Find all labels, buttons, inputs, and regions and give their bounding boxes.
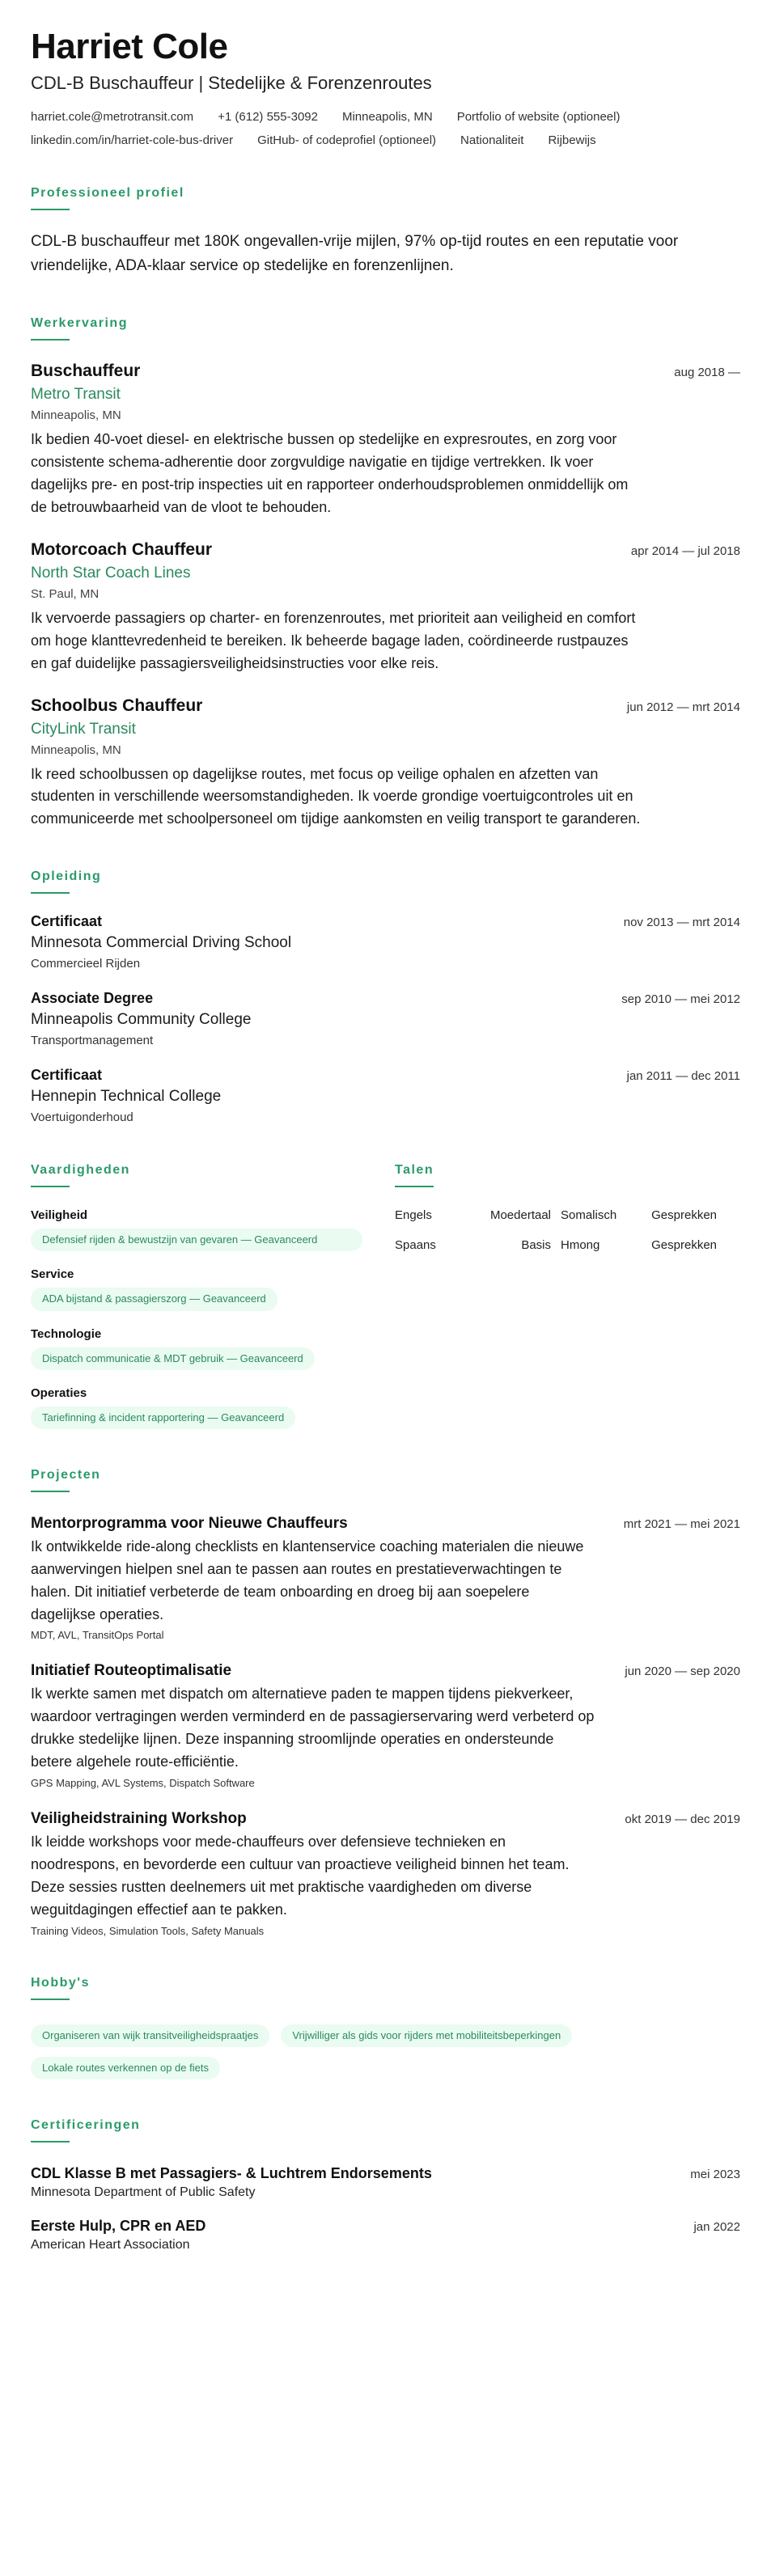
contact-list: [31, 110, 740, 147]
skill-category: Operaties: [31, 1385, 87, 1400]
section-title: Opleiding: [31, 869, 102, 884]
summary-text: CDL-B buschauffeur met 180K ongevallen-vrije mijlen, 97% op-tijd routes en een reputatie voor vriendelijke, ADA-klaar service op stedelijke en forenzenlijnen.: [31, 233, 679, 274]
contact-location: Minneapolis, MN: [341, 110, 433, 125]
field-of-study: Voertuigonderhoud: [31, 1110, 133, 1125]
project-date: okt 2019 — dec 2019: [625, 1813, 740, 1827]
job-location: Minneapolis, MN: [31, 742, 121, 757]
contact-linkedin[interactable]: linkedin.com/in/harriet-cole-bus-driver: [31, 133, 234, 148]
project-date: mrt 2021 — mei 2021: [623, 1516, 740, 1531]
education-entry: [31, 990, 740, 1047]
project-tech: MDT, AVL, TransitOps Portal: [31, 1629, 164, 1642]
project-name: Mentorprogramma voor Nieuwe Chauffeurs: [31, 1514, 348, 1532]
project-date: jun 2020 — sep 2020: [625, 1664, 740, 1679]
project-description: Ik werkte samen met dispatch om alternatieve paden te mappen tijdens piekverkeer, waardoor vertragingen werden verminderd en de passagierservaring werd verbeterd op drukke stedelijke lijnen. Deze inspanning stroomlijnde operaties en ondersteunde betere algehele route-efficiëntie.: [31, 1686, 595, 1770]
skill-group: [31, 1386, 395, 1429]
experience-entry: [31, 540, 740, 675]
education-date: nov 2013 — mrt 2014: [623, 916, 740, 930]
experience-entry: [31, 362, 740, 519]
language-name: Spaans: [395, 1238, 436, 1253]
skill-group: [31, 1327, 395, 1370]
language-level: Basis: [521, 1238, 551, 1253]
project-name: Veiligheidstraining Workshop: [31, 1810, 247, 1828]
degree: Certificaat: [31, 913, 103, 930]
education-entry: [31, 913, 740, 971]
skill-category: Technologie: [31, 1326, 102, 1341]
hobby-tag: Vrijwilliger als gids voor rijders met mobiliteitsbeperkingen: [281, 2024, 572, 2047]
contact-phone[interactable]: +1 (612) 555-3092: [218, 110, 318, 125]
skills-languages-row: [31, 1163, 740, 1429]
experience-section: [31, 316, 740, 831]
languages-section: [395, 1163, 740, 1429]
contact-github[interactable]: GitHub- of codeprofiel (optioneel): [257, 133, 437, 148]
section-rule: [395, 1186, 434, 1187]
certification-date: jan 2022: [693, 2219, 740, 2234]
language-level: Moedertaal: [489, 1208, 551, 1223]
projects-section: [31, 1468, 740, 1937]
section-rule: [31, 892, 70, 894]
job-date: aug 2018 —: [674, 366, 740, 380]
section-rule: [31, 1999, 70, 2000]
institution: Hennepin Technical College: [31, 1088, 222, 1106]
job-description: Ik vervoerde passagiers op charter- en forenzenroutes, met prioriteit aan veiligheid en comfort om hoge klanttevredenheid te bereiken. Ik beheerde bagage laden, coördineerde rustpauzes en gaf duidelijke passagiersveiligheidsinstructies voor elke reis.: [31, 609, 636, 671]
section-title: Talen: [395, 1163, 434, 1178]
institution: Minneapolis Community College: [31, 1011, 252, 1029]
degree: Associate Degree: [31, 990, 154, 1007]
section-title: Certificeringen: [31, 2117, 141, 2132]
section-title: Hobby's: [31, 1975, 90, 1990]
certification-entry: [31, 2165, 740, 2200]
language-name: Engels: [395, 1208, 432, 1223]
certification-name: CDL Klasse B met Passagiers- & Luchtrem Endorsements: [31, 2164, 432, 2181]
skill-category: Service: [31, 1267, 74, 1282]
company-name: North Star Coach Lines: [31, 564, 191, 582]
project-tech: Training Videos, Simulation Tools, Safety Manuals: [31, 1924, 265, 1937]
education-date: sep 2010 — mei 2012: [621, 992, 740, 1007]
section-title: Projecten: [31, 1467, 101, 1482]
job-location: Minneapolis, MN: [31, 408, 121, 423]
contact-license: Rijbewijs: [548, 133, 596, 148]
hobby-tag: Organiseren van wijk transitveiligheidspraatjes: [31, 2024, 269, 2047]
job-description: Ik bedien 40-voet diesel- en elektrische bussen op stedelijke en expresroutes, en zorg voor consistente schema-adherentie door zorgvuldige navigatie en tijdige vertrekken. Ik voer dagelijks pre- en post-trip inspecties uit en rapporteer onderhoudsproblemen onmiddellijk om de betrouwbaarheid van de vloot te behouden.: [31, 431, 629, 515]
resume-header: [31, 27, 740, 147]
project-entry: [31, 1662, 740, 1789]
language-level: Gesprekken: [651, 1238, 717, 1253]
education-section: [31, 869, 740, 1124]
section-rule: [31, 1491, 70, 1492]
field-of-study: Transportmanagement: [31, 1034, 154, 1048]
job-title: Motorcoach Chauffeur: [31, 539, 213, 559]
contact-portfolio[interactable]: Portfolio of website (optioneel): [456, 110, 621, 125]
language-list: [395, 1208, 740, 1252]
education-date: jan 2011 — dec 2011: [626, 1069, 740, 1084]
hobby-tag: Lokale routes verkennen op de fiets: [31, 2057, 220, 2079]
contact-email[interactable]: harriet.cole@metrotransit.com: [31, 110, 194, 125]
project-name: Initiatief Routeoptimalisatie: [31, 1662, 232, 1680]
hobbies-section: [31, 1976, 740, 2079]
section-rule: [31, 1186, 70, 1187]
certification-issuer: Minnesota Department of Public Safety: [31, 2185, 256, 2199]
headline: CDL-B Buschauffeur | Stedelijke & Forenzenroutes: [31, 73, 432, 94]
language-name: Somalisch: [561, 1208, 617, 1223]
skill-group: [31, 1208, 395, 1251]
language-name: Hmong: [561, 1238, 600, 1253]
certification-issuer: American Heart Association: [31, 2237, 190, 2252]
job-description: Ik reed schoolbussen op dagelijkse routes, met focus op veilige ophalen en afzetten van studenten in verschillende weersomstandigheden. Ik voerde grondige voertuigcontroles uit en communiceerde met schoolpersoneel om tijdige aankomsten en veilig transport te garanderen.: [31, 765, 641, 827]
job-date: jun 2012 — mrt 2014: [626, 700, 740, 714]
section-title: Vaardigheden: [31, 1163, 130, 1178]
company-name: Metro Transit: [31, 386, 121, 404]
job-date: apr 2014 — jul 2018: [630, 544, 740, 558]
skill-group: [31, 1267, 395, 1310]
job-location: St. Paul, MN: [31, 586, 100, 601]
job-title: Schoolbus Chauffeur: [31, 696, 203, 715]
experience-entry: [31, 696, 740, 831]
company-name: CityLink Transit: [31, 720, 136, 738]
hobby-list: [31, 2018, 678, 2079]
section-rule: [31, 209, 70, 210]
skills-section: [31, 1163, 395, 1429]
person-name: Harriet Cole: [31, 27, 228, 66]
summary-section: [31, 186, 740, 277]
project-description: Ik ontwikkelde ride-along checklists en klantenservice coaching materialen die nieuwe aanwervingen hielpen snel aan te passen aan routes en prestatieverwachtingen te halen. Dit initiatief verbeterde de team onboarding en droeg bij aan soepelere dagelijkse operaties.: [31, 1538, 584, 1622]
skill-tag: ADA bijstand & passagierszorg — Geavanceerd: [31, 1288, 277, 1310]
section-title: Professioneel profiel: [31, 186, 184, 201]
skill-tag: Dispatch communicatie & MDT gebruik — Geavanceerd: [31, 1347, 315, 1370]
contact-nationality: Nationaliteit: [460, 133, 524, 148]
certifications-section: [31, 2118, 740, 2252]
certification-entry: [31, 2218, 740, 2252]
project-entry: [31, 1515, 740, 1642]
project-description: Ik leidde workshops voor mede-chauffeurs over defensieve technieken en noodrespons, en bevorderde een cultuur van proactieve veiligheid binnen het team. Deze sessies rustten deelnemers uit met praktische vaardigheden om diverse weguitdagingen effectief aan te pakken.: [31, 1834, 570, 1918]
language-level: Gesprekken: [651, 1208, 717, 1223]
field-of-study: Commercieel Rijden: [31, 957, 141, 971]
skill-category: Veiligheid: [31, 1208, 88, 1223]
institution: Minnesota Commercial Driving School: [31, 934, 292, 952]
education-entry: [31, 1067, 740, 1124]
certification-date: mei 2023: [690, 2167, 740, 2181]
skill-tag: Defensief rijden & bewustzijn van gevaren — Geavanceerd: [31, 1229, 362, 1251]
certification-name: Eerste Hulp, CPR en AED: [31, 2217, 206, 2234]
section-rule: [31, 339, 70, 341]
section-title: Werkervaring: [31, 316, 128, 331]
section-rule: [31, 2141, 70, 2142]
project-entry: [31, 1810, 740, 1937]
project-tech: GPS Mapping, AVL Systems, Dispatch Software: [31, 1777, 255, 1790]
job-title: Buschauffeur: [31, 362, 141, 381]
skill-tag: Tariefinning & incident rapportering — Geavanceerd: [31, 1406, 295, 1429]
degree: Certificaat: [31, 1067, 103, 1084]
